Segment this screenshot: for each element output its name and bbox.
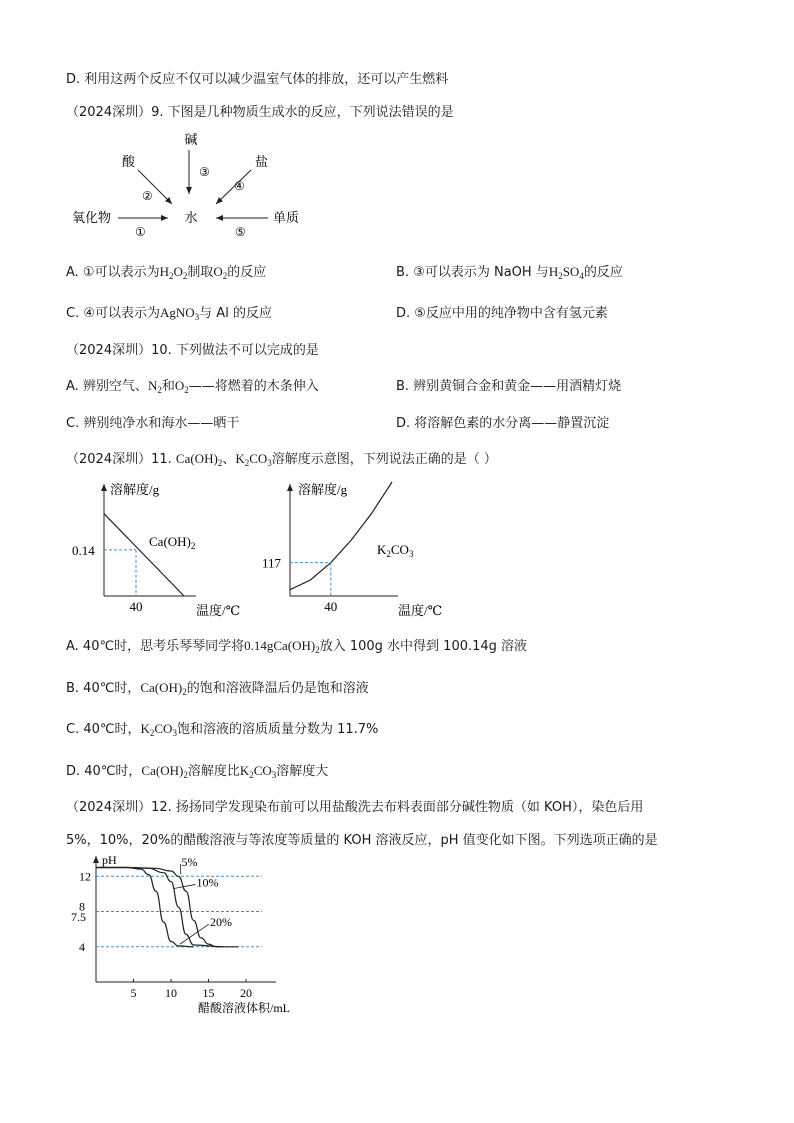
q9-option-c: C. ④可以表示为AgNO$_3$与 Al 的反应 — [66, 305, 272, 322]
c3-xtick: 15 — [202, 986, 215, 1000]
q10-option-a: A. 辨别空气、$N_2$和$O_2——$将燃着的木条伸入 — [66, 378, 319, 395]
q9-stem: （2024深圳）9. 下图是几种物质生成水的反应，下列说法错误的是 — [66, 105, 454, 120]
q11-option-a: A. 40℃时，思考乐琴琴同学将$0.14gCa(OH)_2$放入 100g 水中得到 100.14g 溶液 — [66, 638, 528, 655]
q9-option-d: D. ⑤反应中用的纯净物中含有氢元素 — [396, 306, 608, 321]
num-2: ② — [142, 189, 153, 203]
q11-option-d: D. 40℃时，$Ca(OH)_2$溶解度比$K_2CO_3$溶解度大 — [66, 763, 329, 780]
c2-xtick: 40 — [324, 599, 338, 614]
q10-option-b: B. 辨别黄铜合金和黄金——用酒精灯烧 — [396, 379, 622, 394]
q8-option-d: D. 利用这两个反应不仅可以减少温室气体的排放，还可以产生燃料 — [66, 72, 449, 87]
c3-series-label: 10% — [196, 875, 219, 890]
c2-xlabel: 温度/℃ — [398, 603, 443, 618]
c1-xtick: 40 — [129, 599, 143, 614]
c3-series-label: 20% — [210, 915, 232, 930]
c3-xtick: 10 — [165, 986, 177, 1000]
q12-line2: 5%，10%，20%的醋酸溶液与等浓度等质量的 KOH 溶液反应，pH 值变化如下图。下列选项正确的是 — [66, 833, 658, 848]
c3-ytick: 8 — [79, 899, 85, 914]
c3-xtick: 20 — [240, 986, 252, 1000]
c3-ylabel: pH — [102, 853, 117, 867]
num-1: ① — [135, 225, 146, 239]
c1-ytick: 0.14 — [72, 542, 95, 558]
label-oxide: 氧化物 — [72, 210, 112, 225]
c2-ytick: 117 — [262, 555, 282, 571]
c2-ylabel: 溶解度/g — [298, 482, 348, 497]
q10-option-c: C. 辨别纯净水和海水——晒干 — [66, 416, 240, 431]
q9-reaction-diagram — [60, 126, 320, 242]
q11-option-c: C. 40℃时，$K_2CO_3$饱和溶液的溶质质量分数为 11.7% — [66, 721, 379, 738]
label-water: 水 — [184, 210, 198, 225]
label-salt: 盐 — [255, 154, 269, 169]
c2-series-label: $K_2CO_3$ — [377, 542, 414, 559]
c3-ytick: 12 — [79, 869, 91, 884]
q12-line1: （2024深圳）12. 扬扬同学发现染布前可以用盐酸洗去布料表面部分碱性物质（如 KOH），染色后用 — [66, 800, 644, 815]
c3-xlabel: 醋酸溶液体积/mL — [198, 1001, 290, 1015]
chart-ph-curve — [66, 850, 316, 1018]
c1-series-line — [104, 514, 184, 596]
num-3: ③ — [199, 165, 210, 179]
num-4: ④ — [234, 179, 245, 193]
c2-series-curve — [290, 482, 392, 590]
q10-stem: （2024深圳）10. 下列做法不可以完成的是 — [66, 343, 319, 358]
label-element: 单质 — [273, 210, 300, 225]
q9-option-b: B. ③可以表示为 NaOH 与$H_2SO_4$的反应 — [396, 264, 623, 281]
chart-caoh2-solubility — [66, 478, 266, 620]
chart-k2co3-solubility — [260, 478, 460, 620]
c1-xlabel: 温度/℃ — [196, 603, 241, 618]
q11-option-b: B. 40℃时，$Ca(OH)_2$的饱和溶液降温后仍是饱和溶液 — [66, 680, 369, 697]
label-acid: 酸 — [122, 154, 136, 169]
q11-stem: （2024深圳）11. $Ca(OH)_2$、$K_2CO_3$溶解度示意图，下列说法正确的是（ ） — [66, 451, 497, 468]
c3-ytick: 4 — [79, 939, 85, 954]
c1-series-label: $Ca(OH)_2$ — [149, 534, 196, 551]
c1-ylabel: 溶解度/g — [110, 482, 160, 497]
c3-label-leader — [173, 884, 195, 888]
q9-option-a: A. ①可以表示为$H_2O_2$制取$O_2$的反应 — [66, 264, 267, 281]
num-5: ⑤ — [235, 225, 246, 239]
c3-ytick: 7.5 — [71, 909, 86, 924]
label-base: 碱 — [184, 132, 198, 147]
c3-series-label: 5% — [181, 855, 198, 870]
c3-xtick: 5 — [130, 986, 137, 1000]
q10-option-d: D. 将溶解色素的水分离——静置沉淀 — [396, 416, 610, 431]
